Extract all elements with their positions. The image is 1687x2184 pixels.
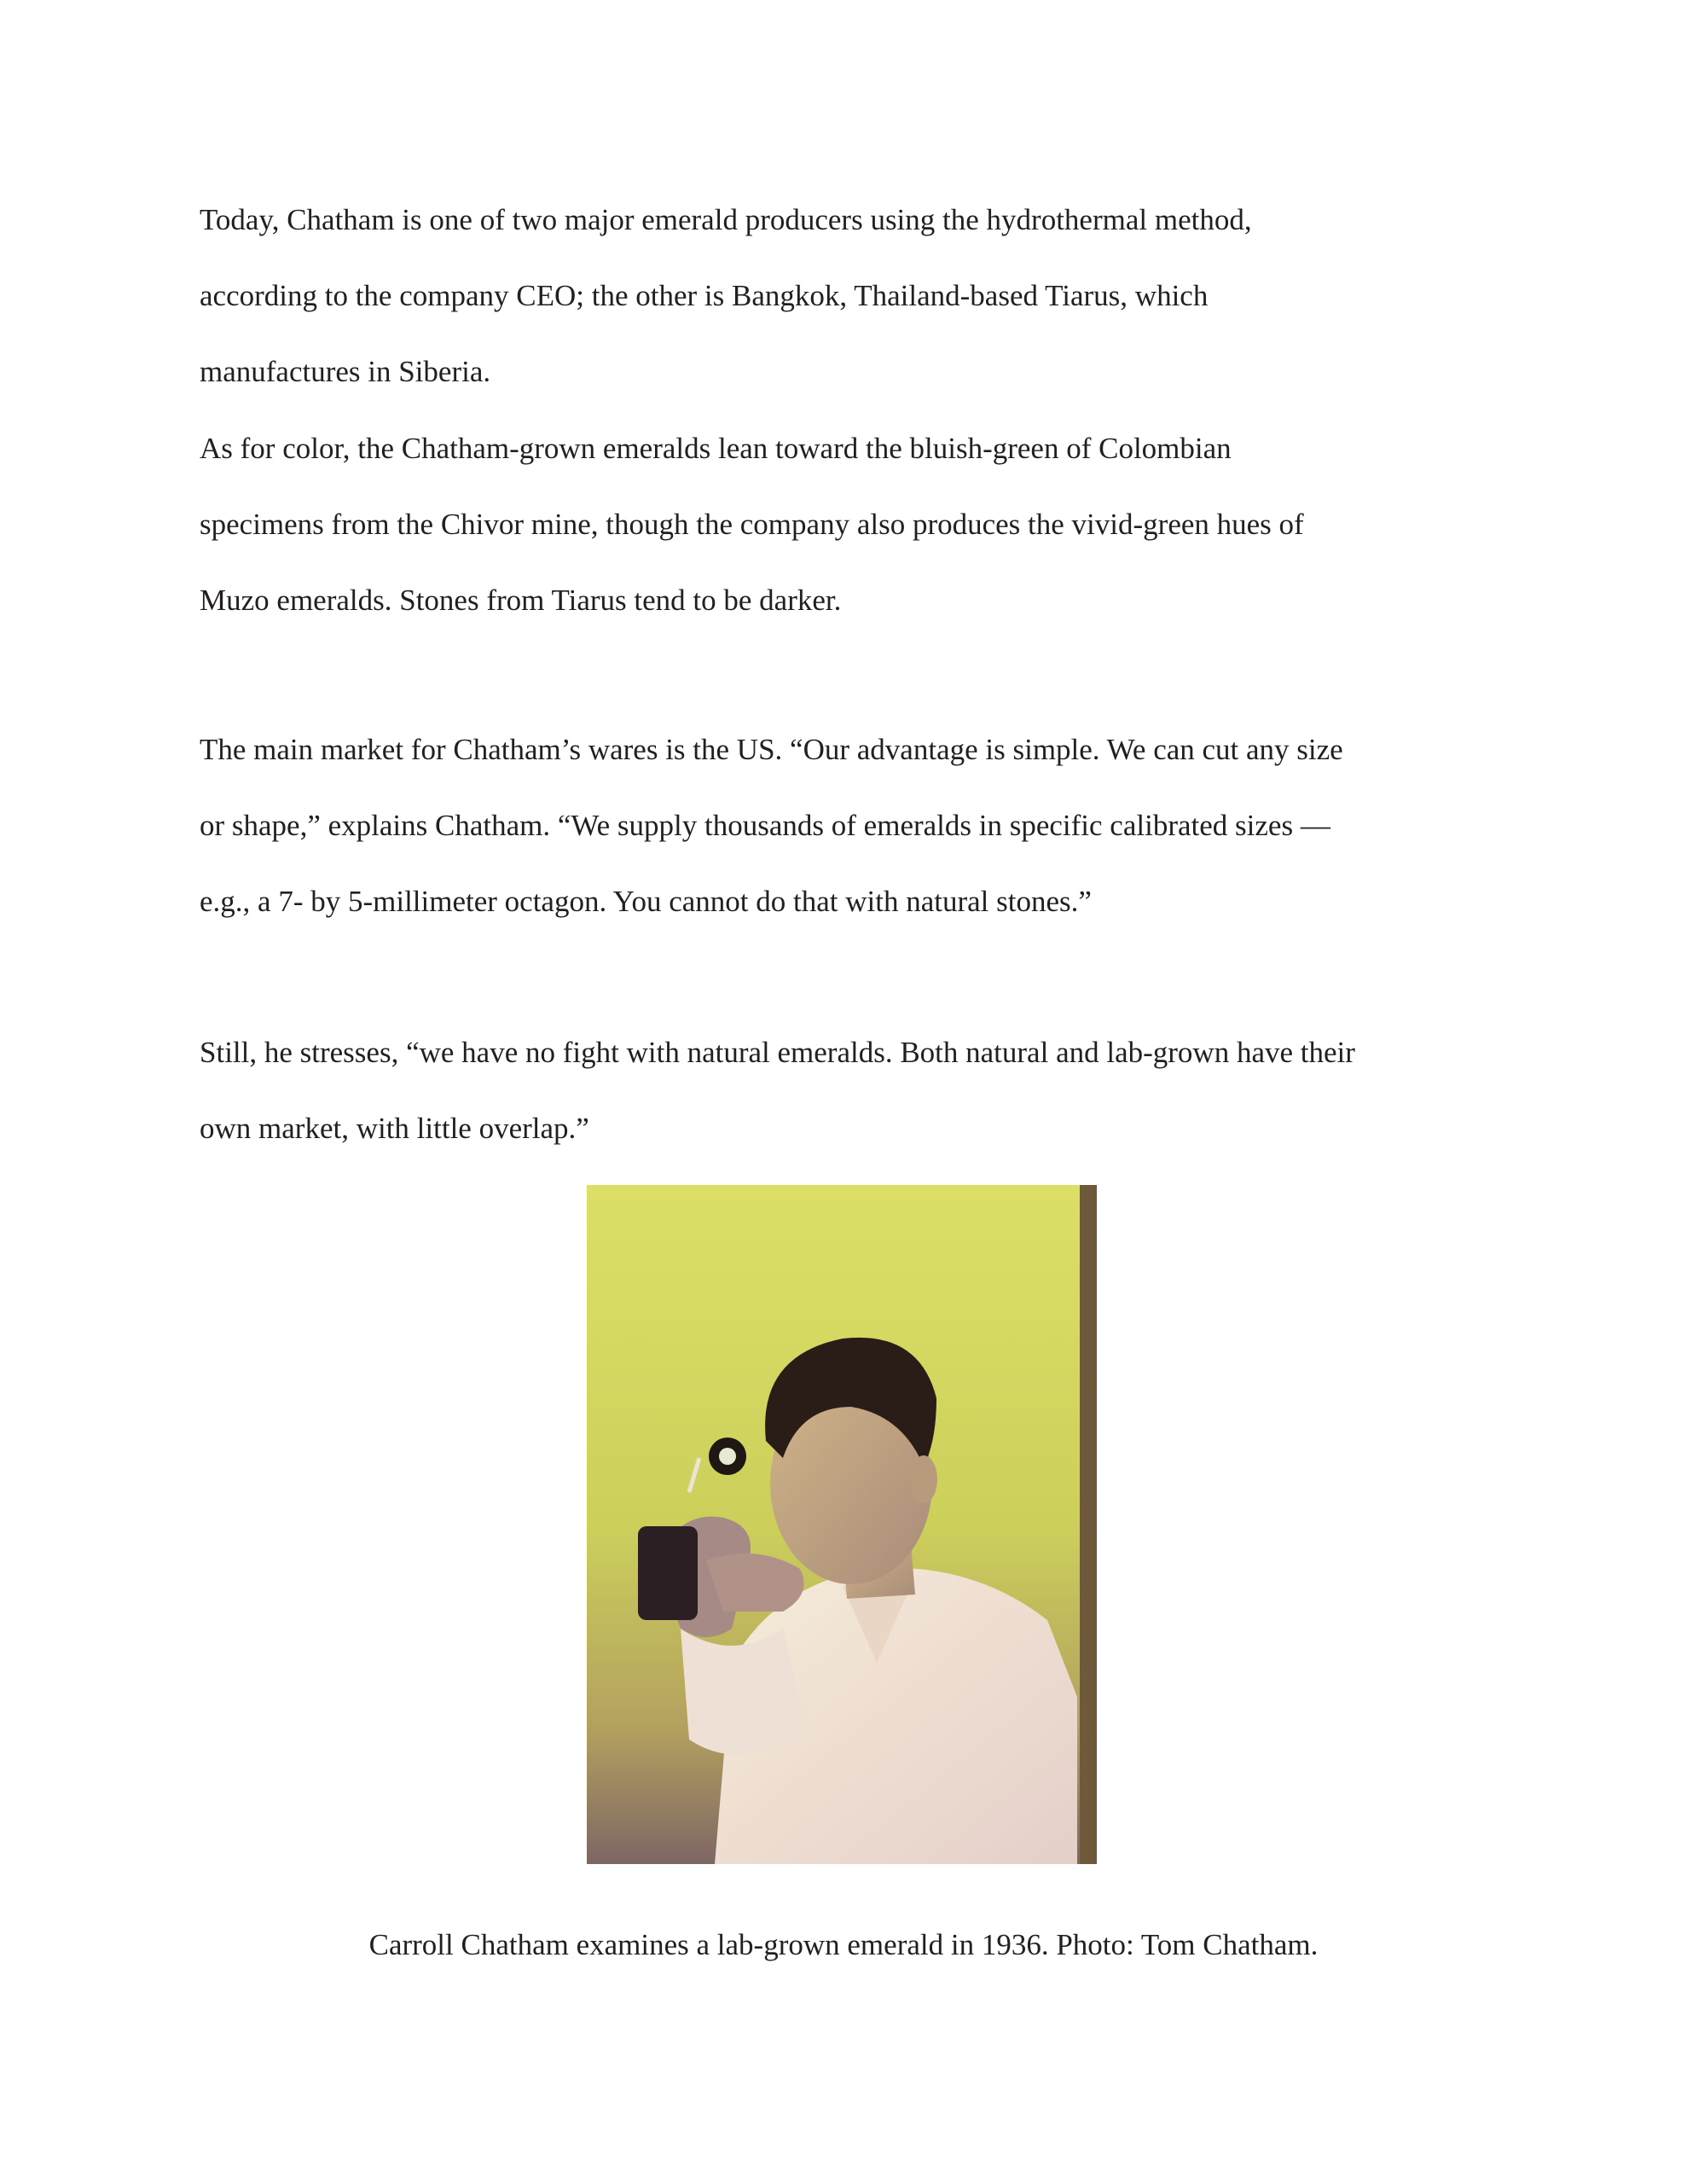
paragraph-no-fight bbox=[200, 1014, 1513, 1166]
paragraph-line: according to the company CEO; the other is Bangkok, Thailand-based Tiarus, which bbox=[200, 279, 1209, 312]
historical-photo bbox=[587, 1185, 1097, 1864]
paragraph-line: or shape,” explains Chatham. “We supply thousands of emeralds in specific calibrated sizes — bbox=[200, 809, 1330, 842]
paragraph-line: Muzo emeralds. Stones from Tiarus tend to be darker. bbox=[200, 584, 842, 617]
paragraph-line: The main market for Chatham’s wares is the US. “Our advantage is simple. We can cut any size bbox=[200, 733, 1343, 766]
photo-illustration bbox=[587, 1185, 1097, 1864]
paragraph-line: Still, he stresses, “we have no fight with natural emeralds. Both natural and lab-grown have their bbox=[200, 1036, 1355, 1069]
emerald-holder-shape bbox=[638, 1526, 698, 1620]
paragraph-line: specimens from the Chivor mine, though the company also produces the vivid-green hues of bbox=[200, 508, 1304, 541]
paragraph-line: e.g., a 7- by 5-millimeter octagon. You cannot do that with natural stones.” bbox=[200, 885, 1092, 918]
paragraph-line: As for color, the Chatham-grown emeralds lean toward the bluish-green of Colombian bbox=[200, 432, 1232, 465]
paragraph-line: manufactures in Siberia. bbox=[200, 355, 491, 388]
photo-caption: Carroll Chatham examines a lab-grown emerald in 1936. Photo: Tom Chatham. bbox=[368, 1928, 1319, 1961]
paragraph-line: own market, with little overlap.” bbox=[200, 1112, 589, 1145]
paragraph-hydrothermal-producers bbox=[200, 182, 1513, 410]
paragraph-main-market bbox=[200, 712, 1513, 939]
paragraph-color bbox=[200, 410, 1513, 638]
paragraph-line: Today, Chatham is one of two major emerald producers using the hydrothermal method, bbox=[200, 203, 1252, 236]
